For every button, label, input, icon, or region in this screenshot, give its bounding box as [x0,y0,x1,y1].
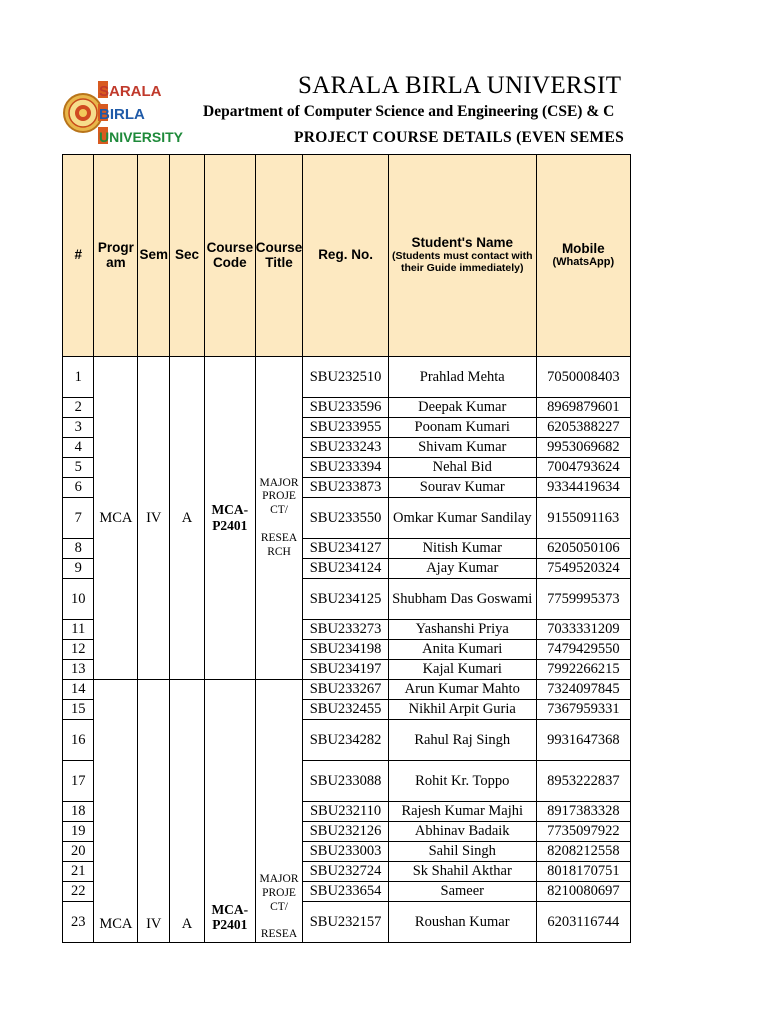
col-header-sec: Sec [170,155,205,357]
mobile-cell: 7033331209 [536,620,630,640]
mobile-cell: 7004793624 [536,458,630,478]
student-name-cell: Sameer [388,882,536,902]
mobile-cell: 8208212558 [536,842,630,862]
university-title: SARALA BIRLA UNIVERSIT [298,72,622,99]
reg-no-cell: SBU232126 [303,822,389,842]
row-number: 16 [63,720,94,761]
reg-no-cell: SBU233243 [303,438,389,458]
student-name-cell: Sk Shahil Akthar [388,862,536,882]
student-name-cell: Sahil Singh [388,842,536,862]
mobile-cell: 7324097845 [536,680,630,700]
reg-no-cell: SBU233267 [303,680,389,700]
student-name-cell: Prahlad Mehta [388,357,536,398]
row-number: 17 [63,761,94,802]
mobile-cell: 6203116744 [536,902,630,943]
logo-word-1: SARALA [99,83,162,100]
mobile-cell: 8917383328 [536,802,630,822]
course-title-cell: MAJOR PROJE CT/ RESEA RCH [255,357,303,680]
row-number: 2 [63,398,94,418]
row-number: 23 [63,902,94,943]
section-cell: A [170,357,205,680]
row-number: 5 [63,458,94,478]
student-name-cell: Shivam Kumar [388,438,536,458]
mobile-cell: 7050008403 [536,357,630,398]
row-number: 9 [63,559,94,579]
row-number: 21 [63,862,94,882]
col-header-mobile [536,155,630,357]
student-name-cell: Arun Kumar Mahto [388,680,536,700]
row-number: 7 [63,498,94,539]
row-number: 20 [63,842,94,862]
reg-no-cell: SBU234127 [303,539,389,559]
student-name-cell: Omkar Kumar Sandilay [388,498,536,539]
student-name-cell: Kajal Kumari [388,660,536,680]
table-body [63,357,631,943]
mobile-cell: 7479429550 [536,640,630,660]
col-header-sem: Sem [138,155,170,357]
mobile-cell: 7735097922 [536,822,630,842]
mobile-cell: 7759995373 [536,579,630,620]
mobile-cell: 9334419634 [536,478,630,498]
course-code-cell: MCA- P2401 [204,680,255,943]
logo-word-2: BIRLA [99,106,145,123]
student-name-cell: Poonam Kumari [388,418,536,438]
mobile-cell: 9931647368 [536,720,630,761]
course-code-cell: MCA- P2401 [204,357,255,680]
section-cell: A [170,680,205,943]
row-number: 22 [63,882,94,902]
col-header-student-name [388,155,536,357]
student-name-cell: Rajesh Kumar Majhi [388,802,536,822]
program-cell: MCA [94,357,138,680]
mobile-cell: 9953069682 [536,438,630,458]
reg-no-cell: SBU234282 [303,720,389,761]
reg-no-cell: SBU234198 [303,640,389,660]
mobile-cell: 8969879601 [536,398,630,418]
emblem-icon [64,94,102,132]
student-name-note: (Students must contact with their Guide immediately) [391,250,533,274]
department-name: Department of Computer Science and Engineering (CSE) & C [203,103,615,120]
reg-no-cell: SBU234124 [303,559,389,579]
reg-no-cell: SBU233394 [303,458,389,478]
mobile-cell: 6205050106 [536,539,630,559]
university-logo [62,75,184,151]
col-header-program: Progr am [94,155,138,357]
reg-no-cell: SBU234197 [303,660,389,680]
mobile-cell: 8953222837 [536,761,630,802]
student-name-cell: Roushan Kumar [388,902,536,943]
col-header-course-code: Course Code [204,155,255,357]
student-name-cell: Rahul Raj Singh [388,720,536,761]
row-number: 12 [63,640,94,660]
reg-no-cell: SBU232724 [303,862,389,882]
row-number: 15 [63,700,94,720]
col-header-course-title: Course Title [255,155,303,357]
reg-no-cell: SBU232510 [303,357,389,398]
mobile-note: (WhatsApp) [552,255,615,268]
mobile-cell: 7367959331 [536,700,630,720]
student-name-cell: Deepak Kumar [388,398,536,418]
reg-no-cell: SBU234125 [303,579,389,620]
reg-no-cell: SBU232455 [303,700,389,720]
row-number: 11 [63,620,94,640]
header-row [63,155,631,357]
row-number: 18 [63,802,94,822]
mobile-cell: 8210080697 [536,882,630,902]
reg-no-cell: SBU233596 [303,398,389,418]
reg-no-cell: SBU233273 [303,620,389,640]
student-name-cell: Anita Kumari [388,640,536,660]
row-number: 8 [63,539,94,559]
row-number: 14 [63,680,94,700]
row-number: 13 [63,660,94,680]
table-row [63,680,631,700]
reg-no-cell: SBU233955 [303,418,389,438]
reg-no-cell: SBU233550 [303,498,389,539]
col-header-reg-no: Reg. No. [303,155,389,357]
reg-no-cell: SBU233003 [303,842,389,862]
mobile-label: Mobile [561,241,605,257]
reg-no-cell: SBU232157 [303,902,389,943]
student-name-cell: Nehal Bid [388,458,536,478]
project-course-table [62,154,631,943]
row-number: 4 [63,438,94,458]
student-name-cell: Nitish Kumar [388,539,536,559]
document-subtitle: PROJECT COURSE DETAILS (EVEN SEMES [294,129,625,146]
row-number: 6 [63,478,94,498]
student-name-cell: Ajay Kumar [388,559,536,579]
student-name-cell: Sourav Kumar [388,478,536,498]
reg-no-cell: SBU232110 [303,802,389,822]
student-name-cell: Shubham Das Goswami [388,579,536,620]
row-number: 3 [63,418,94,438]
student-name-label: Student's Name [411,235,513,251]
semester-cell: IV [138,680,170,943]
reg-no-cell: SBU233654 [303,882,389,902]
program-cell: MCA [94,680,138,943]
logo-word-3: UNIVERSITY [99,129,184,145]
student-name-cell: Rohit Kr. Toppo [388,761,536,802]
reg-no-cell: SBU233088 [303,761,389,802]
mobile-cell: 9155091163 [536,498,630,539]
semester-cell: IV [138,357,170,680]
student-name-cell: Yashanshi Priya [388,620,536,640]
course-title-cell: MAJOR PROJE CT/ RESEA [255,680,303,943]
student-name-cell: Nikhil Arpit Guria [388,700,536,720]
mobile-cell: 7992266215 [536,660,630,680]
mobile-cell: 6205388227 [536,418,630,438]
mobile-cell: 8018170751 [536,862,630,882]
col-header-num: # [63,155,94,357]
reg-no-cell: SBU233873 [303,478,389,498]
mobile-cell: 7549520324 [536,559,630,579]
table-row [63,357,631,398]
row-number: 10 [63,579,94,620]
row-number: 1 [63,357,94,398]
row-number: 19 [63,822,94,842]
student-name-cell: Abhinav Badaik [388,822,536,842]
